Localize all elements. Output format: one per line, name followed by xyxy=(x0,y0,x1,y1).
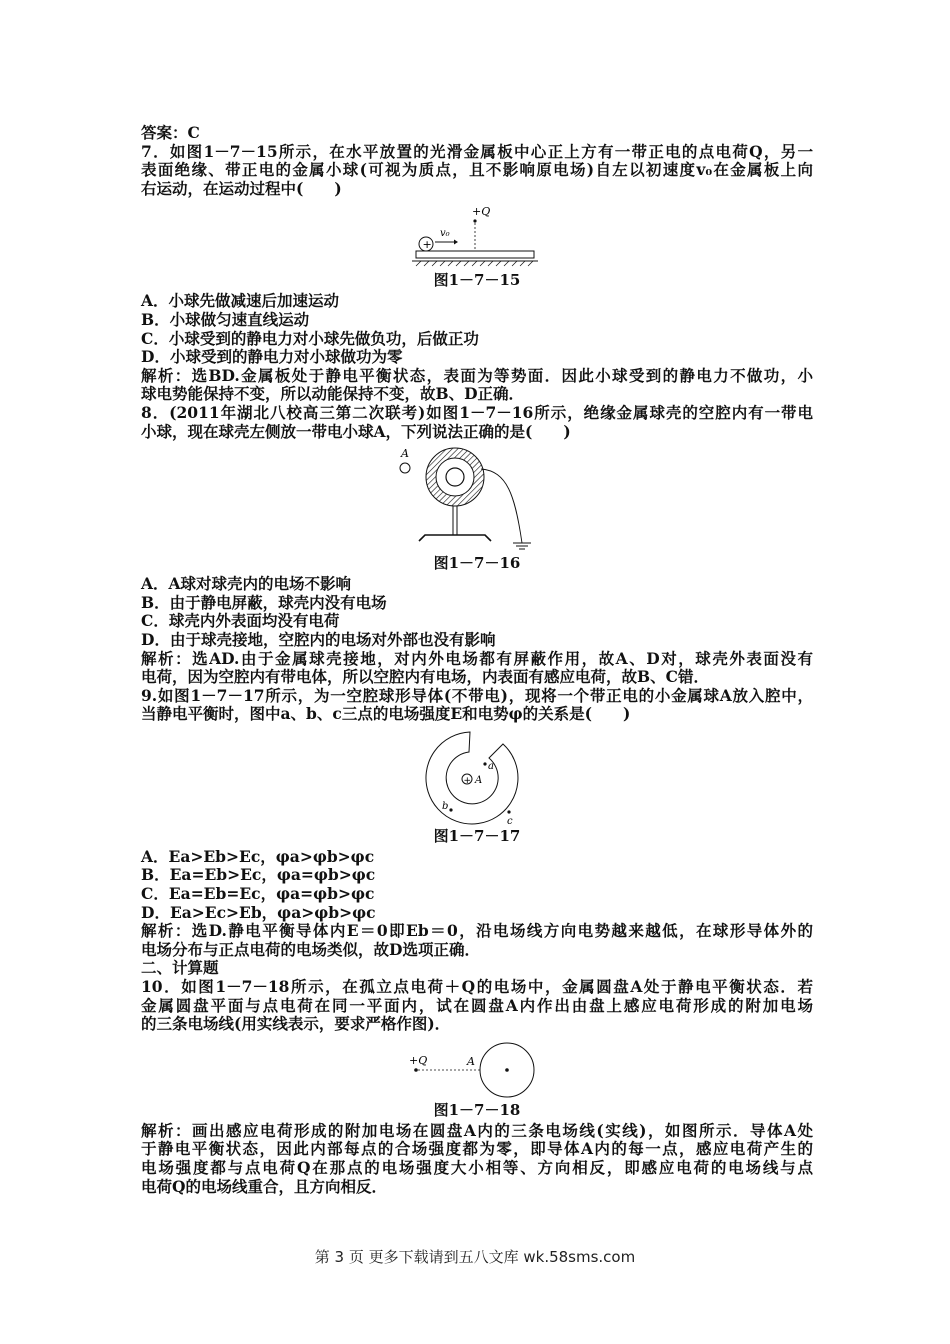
disc-a-label: A xyxy=(467,1054,475,1068)
text-line: A．Ea>Eb>Ec，φa>φb>φc xyxy=(141,846,375,866)
point-a xyxy=(483,762,486,765)
text-line: 右运动，在运动过程中( ) xyxy=(141,178,342,198)
figure-caption: 图1－7－16 xyxy=(433,554,521,573)
ground-hatch xyxy=(416,261,533,266)
metal-plate xyxy=(416,251,534,258)
disc-center xyxy=(505,1068,509,1072)
text-line: 电荷，因为空腔内有带电体，所以空腔内有电场，内表面有感应电荷，故B、C错． xyxy=(141,667,709,687)
text-line: 小球，现在球壳左侧放一带电小球A，下列说法正确的是( ) xyxy=(141,421,571,441)
text-line: 8．(2011年湖北八校高三第二次联考)如图1－7－16所示，绝缘金属球壳的空腔内有一带电 xyxy=(141,402,813,422)
point-c-label: c xyxy=(507,815,513,826)
text-line: 解析：选D.静电平衡导体内E＝0即Eb＝0，沿电场线方向电势越来越低，在球形导体外的 xyxy=(141,921,813,941)
figure-caption: 图1－7－18 xyxy=(433,1100,521,1119)
text-line: 电场分布与正点电荷的电场类似，故D选项正确． xyxy=(141,939,480,959)
figure-caption: 图1－7－17 xyxy=(433,826,521,845)
text-line: 7．如图1－7－15所示，在水平放置的光滑金属板中心正上方有一带正电的点电荷Q，另一 xyxy=(141,141,813,161)
text-line: 9.如图1－7－17所示，为一空腔球形导体(不带电)，现将一个带正电的小金属球A放入腔中， xyxy=(141,685,813,705)
figure-caption: 图1－7－15 xyxy=(433,271,521,290)
charge-q xyxy=(414,1068,418,1072)
charge-q-label: +Q xyxy=(409,1053,428,1067)
text-line: A．A球对球壳内的电场不影响 xyxy=(141,574,352,594)
document-body xyxy=(141,124,813,1196)
ball-a-label: A xyxy=(401,447,409,461)
hollow-conductor-diagram xyxy=(407,730,547,826)
center-ball-sign: + xyxy=(463,775,472,786)
text-line: D．由于球壳接地，空腔内的电场对外部也没有影响 xyxy=(141,629,496,649)
text-line: B．Ea=Eb>Ec，φa=φb>φc xyxy=(141,865,376,885)
text-block-b xyxy=(141,292,813,441)
point-charge xyxy=(473,220,476,223)
text-line: 解析：选AD.由于金属球壳接地，对内外电场都有屏蔽作用，故A、D对，球壳外表面没有 xyxy=(141,648,813,668)
text-line: D．小球受到的静电力对小球做功为零 xyxy=(141,347,403,367)
text-line: 的三条电场线(用实线表示，要求严格作图)． xyxy=(141,1014,451,1034)
text-line: 球电势能保持不变，所以动能保持不变，故B、D正确． xyxy=(141,384,525,404)
page-footer: 第 3 页 更多下载请到五八文库 wk.58sms.com xyxy=(314,1248,636,1266)
text-line: 于静电平衡状态，因此内部每点的合场强度都为零，即导体A内的每一点，感应电荷产生的 xyxy=(141,1139,813,1159)
text-line: 金属圆盘平面与点电荷在同一平面内，试在圆盘A内作出由盘上感应电荷形成的附加电场 xyxy=(141,995,813,1015)
text-line: 电场强度都与点电荷Q在那点的电场强度大小相等、方向相反，即感应电荷的电场线与点 xyxy=(141,1158,813,1177)
text-line: C．球壳内外表面均没有电荷 xyxy=(141,611,340,631)
ground-wire xyxy=(481,469,522,543)
text-line: 解析：画出感应电荷形成的附加电场在圆盘A内的三条电场线(实线)，如图所示．导体A处 xyxy=(141,1120,813,1140)
metal-plate-diagram xyxy=(402,202,552,270)
ball-a xyxy=(400,463,410,473)
text-block-c xyxy=(141,575,813,724)
text-block-e xyxy=(141,1122,813,1196)
text-line: 电荷Q的电场线重合，且方向相反． xyxy=(141,1176,388,1196)
ball-charge-sign: + xyxy=(422,238,432,252)
text-line: D．Ea>Ec>Eb，φa>φb>φc xyxy=(141,902,376,922)
text-line: B．小球做匀速直线运动 xyxy=(141,309,310,329)
figure-1-7-16 xyxy=(141,447,813,573)
disc-diagram xyxy=(407,1040,547,1100)
center-ball-label: A xyxy=(475,774,483,786)
text-line: A．小球先做减速后加速运动 xyxy=(141,291,340,311)
text-block-d xyxy=(141,848,813,1034)
text-line: 10．如图1－7－18所示，在孤立点电荷＋Q的电场中，金属圆盘A处于静电平衡状态．若 xyxy=(141,977,813,997)
velocity-arrow-head xyxy=(454,240,458,245)
text-line: B．由于静电屏蔽，球壳内没有电场 xyxy=(141,592,387,612)
grounded-shell-diagram xyxy=(397,447,557,553)
figure-1-7-17 xyxy=(141,730,813,846)
point-a-label: a xyxy=(488,760,494,772)
figure-1-7-15 xyxy=(141,202,813,290)
text-line: C．小球受到的静电力对小球先做负功，后做正功 xyxy=(141,328,479,348)
point-charge-label: +Q xyxy=(472,205,491,219)
point-b xyxy=(449,808,452,811)
velocity-label: v₀ xyxy=(440,228,450,240)
point-c xyxy=(507,810,510,813)
text-line: 答案：C xyxy=(141,123,200,142)
text-line: 当静电平衡时，图中a、b、c三点的电场强度E和电势φ的关系是( ) xyxy=(141,704,631,724)
text-line: 解析：选BD.金属板处于静电平衡状态，表面为等势面．因此小球受到的静电力不做功，小 xyxy=(141,365,813,385)
section-heading: 二、计算题 xyxy=(141,958,219,978)
point-b-label: b xyxy=(442,800,449,812)
figure-1-7-18 xyxy=(141,1040,813,1120)
inner-charged-ball xyxy=(446,468,464,486)
stand-base xyxy=(419,535,491,541)
text-line: 表面绝缘、带正电的金属小球(可视为质点，且不影响原电场)自左以初速度v₀在金属板上向 xyxy=(141,160,813,180)
text-block-a xyxy=(141,124,813,198)
text-line: C．Ea=Eb=Ec，φa=φb>φc xyxy=(141,884,375,904)
